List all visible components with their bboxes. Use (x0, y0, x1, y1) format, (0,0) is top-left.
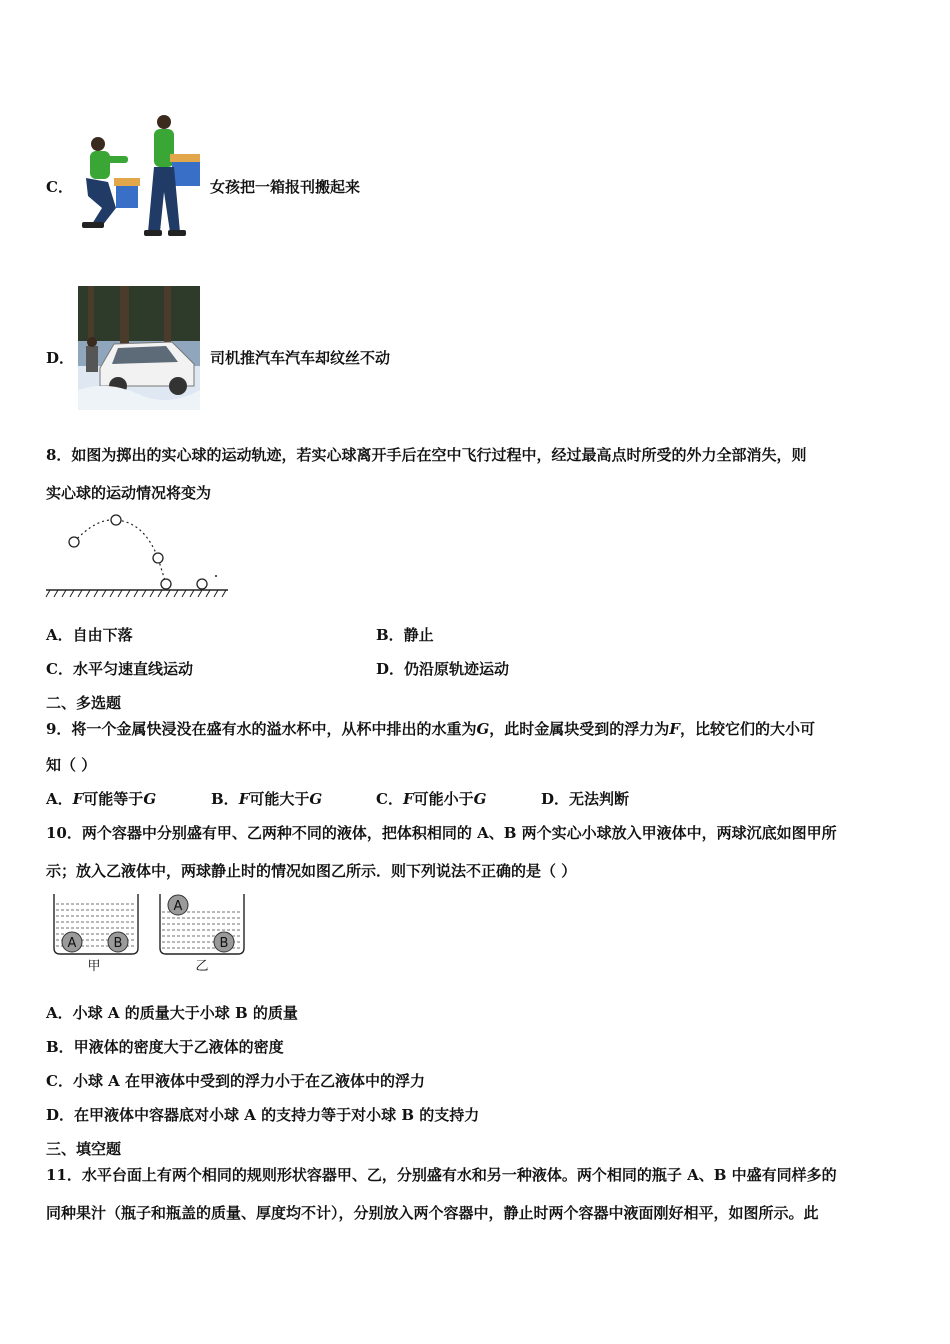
q9-option-d: D．无法判断 (541, 790, 630, 808)
ball-trajectory-figure (46, 510, 232, 602)
section-title-multiple-choice: 二、多选题 (46, 694, 122, 712)
two-containers-figure (50, 890, 250, 976)
q9-option-a-text: 可能等于 (83, 790, 144, 808)
q9-option-b-label: B． (211, 790, 239, 808)
q9-stem-line2: 知（ ） (46, 756, 97, 774)
q9-stem-line1 (46, 718, 815, 739)
q8-stem-line1: 8．如图为掷出的实心球的运动轨迹，若实心球离开手后在空中飞行过程中，经过最高点时所受的外力全部消失，则 (46, 446, 807, 464)
q11-stem-line2: 同种果汁（瓶子和瓶盖的质量、厚度均不计），分别放入两个容器中，静止时两个容器中液面刚好相平，如图所示。此 (46, 1204, 819, 1222)
q9-option-a (46, 788, 156, 809)
var-f: F (238, 790, 250, 808)
ball-falling-icon (153, 553, 163, 563)
option-c-text: 女孩把一箱报刊搬起来 (210, 178, 361, 196)
q9-stem-part1: 9．将一个金属快浸没在盛有水的溢水杯中，从杯中排出的水重为 (46, 720, 477, 738)
ball-a-label: A (67, 936, 77, 951)
q10-option-c: C．小球 A 在甲液体中受到的浮力小于在乙液体中的浮力 (46, 1072, 426, 1090)
q9-option-c-label: C． (376, 790, 403, 808)
var-g: G (143, 790, 157, 808)
q8-option-b: B．静止 (376, 626, 434, 644)
q11-stem-line1: 11．水平台面上有两个相同的规则形状容器甲、乙，分别盛有水和另一种液体。两个相同的瓶子 A、B 中盛有同样多的 (46, 1166, 837, 1184)
q9-stem-part3: ，比较它们的大小可 (679, 720, 815, 738)
ball-b-label: B (113, 936, 123, 951)
q9-option-c (376, 788, 486, 809)
var-f: F (669, 720, 680, 738)
q10-stem-line1: 10．两个容器中分别盛有甲、乙两种不同的液体，把体积相同的 A、B 两个实心小球放入甲液体中，两球沉底如图甲所 (46, 824, 837, 842)
q9-option-b (211, 788, 322, 809)
option-c-label: C． (46, 178, 73, 196)
var-g: G (476, 720, 490, 738)
q9-stem-part2: ，此时金属块受到的浮力为 (489, 720, 670, 738)
q9-option-a-label: A． (46, 790, 73, 808)
var-f: F (402, 790, 414, 808)
var-g: G (309, 790, 323, 808)
ball-b-sunk-label: B (219, 936, 229, 951)
q10-option-b: B．甲液体的密度大于乙液体的密度 (46, 1038, 284, 1056)
option-d-label: D． (46, 349, 75, 367)
option-d-text: 司机推汽车汽车却纹丝不动 (210, 349, 391, 367)
ball-rolled-icon (197, 579, 207, 589)
q10-option-d: D．在甲液体中容器底对小球 A 的支持力等于对小球 B 的支持力 (46, 1106, 480, 1124)
q9-option-b-text: 可能大于 (249, 790, 310, 808)
driver-pushing-car-image (78, 286, 200, 410)
ball-top-icon (111, 515, 121, 525)
q8-option-d: D．仍沿原轨迹运动 (376, 660, 510, 678)
q8-stem-line2: 实心球的运动情况将变为 (46, 484, 212, 502)
girl-lifting-box-image (76, 112, 204, 240)
ball-start-icon (69, 537, 79, 547)
section-title-fill-in: 三、填空题 (46, 1140, 122, 1158)
var-f: F (72, 790, 84, 808)
ball-ground-icon (161, 579, 171, 589)
q9-option-c-text: 可能小于 (413, 790, 474, 808)
var-g: G (473, 790, 487, 808)
ball-a-floating-label: A (173, 899, 183, 914)
container-jia-label: 甲 (87, 959, 101, 974)
container-yi-label: 乙 (195, 959, 209, 974)
q8-option-a: A．自由下落 (46, 626, 133, 644)
q10-stem-line2: 示；放入乙液体中，两球静止时的情况如图乙所示．则下列说法不正确的是（ ） (46, 862, 577, 880)
q10-option-a: A．小球 A 的质量大于小球 B 的质量 (46, 1004, 298, 1022)
q8-option-c: C．水平匀速直线运动 (46, 660, 193, 678)
